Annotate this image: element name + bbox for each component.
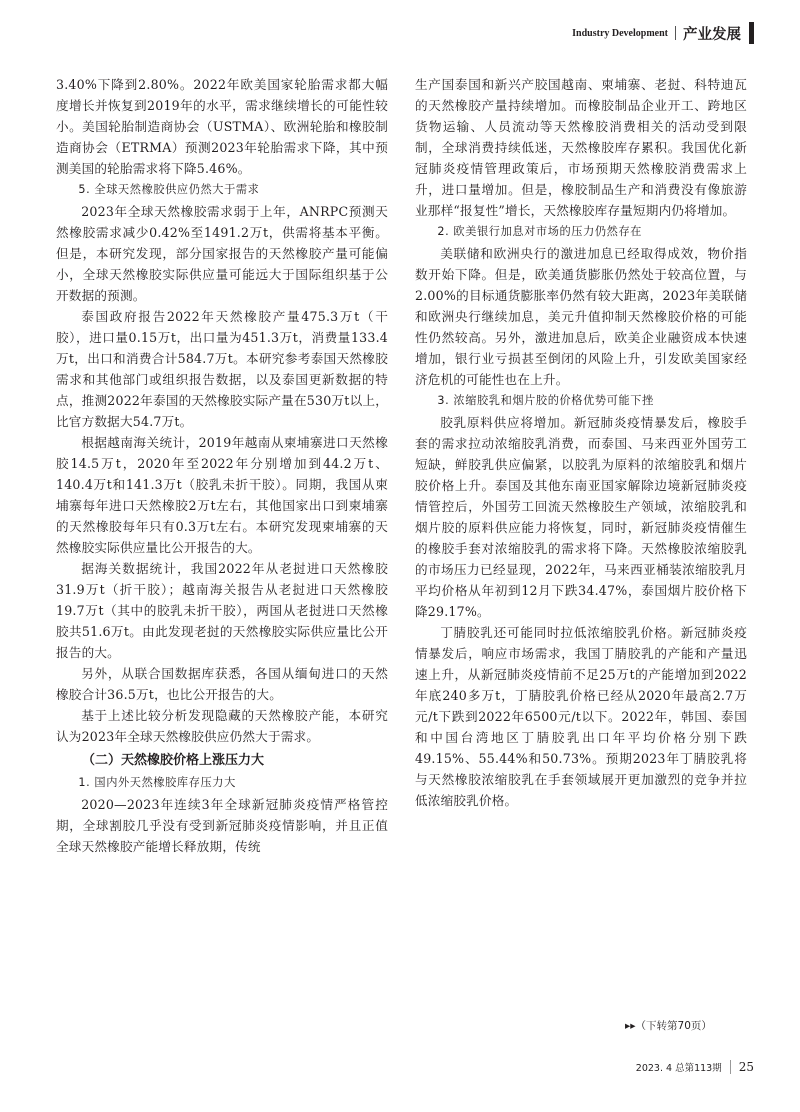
running-header [572, 22, 754, 44]
section-subheading: 5. 全球天然橡胶供应仍然大于需求 [78, 183, 260, 196]
paragraph: 基于上述比较分析发现隐藏的天然橡胶产能，本研究认为2023年全球天然橡胶供应仍然大于需求。 [56, 708, 388, 744]
section-subheading: 1. 国内外天然橡胶库存压力大 [78, 776, 236, 789]
paragraph: 丁腈胶乳还可能同时拉低浓缩胶乳价格。新冠肺炎疫情暴发后，响应市场需求，我国丁腈胶乳的产能和产量迅速上升，从新冠肺炎疫情前不足25万t的产能增加到2022年底240多万t，丁腈胶乳价格已经从2020年最高2.7万元/t下跌到2022年6500元/t以下。2022年，韩国、泰国和中国台湾地区丁腈胶乳出口年平均价格分别下跌49.15%、55.44%和50.73%。预期2023年丁腈胶乳将与天然橡胶浓缩胶乳在手套领域展开更加激烈的竞争并拉低浓缩胶乳价格。 [415, 625, 747, 808]
header-divider [675, 26, 676, 40]
paragraph: 胶乳原料供应将增加。新冠肺炎疫情暴发后，橡胶手套的需求拉动浓缩胶乳消费，而泰国、马来西亚外国劳工短缺，鲜胶乳供应偏紧，以胶乳为原料的浓缩胶乳和烟片胶价格上升。泰国及其他东南亚国家解除边境新冠肺炎疫情管控后，外国劳工回流天然橡胶生产领域，浓缩胶乳和烟片胶的原料供应能力将恢复，同时，新冠肺炎疫情催生的橡胶手套对浓缩胶乳的需求将下降。天然橡胶浓缩胶乳的市场压力已经显现，2022年，马来西亚桶装浓缩胶乳月平均价格从年初到12月下跌34.47%，泰国烟片胶价格下降29.17%。 [415, 415, 747, 619]
section-heading: （二）天然橡胶价格上涨压力大 [82, 753, 265, 768]
paragraph: 另外，从联合国数据库获悉，各国从缅甸进口的天然橡胶合计36.5万t，也比公开报告的大。 [56, 666, 388, 702]
paragraph: 2020—2023年连续3年全球新冠肺炎疫情严格管控期，全球割胶几乎没有受到新冠肺炎疫情影响，并且正值全球天然橡胶产能增长释放期，传统 [56, 797, 388, 854]
header-bar [749, 22, 754, 44]
paragraph: 泰国政府报告2022年天然橡胶产量475.3万t（干胶），进口量0.15万t，出口量为451.3万t，消费量133.4万t，出口和消费合计584.7万t。本研究参考泰国天然橡胶需求和其他部门或组织报告数据，以及泰国更新数据的特点，推测2022年泰国的天然橡胶实际产量在530万t以上，比官方数据大54.7万t。 [56, 309, 388, 429]
paragraph: 据海关数据统计，我国2022年从老挝进口天然橡胶31.9万t（折干胶）；越南海关报告从老挝进口天然橡胶19.7万t（其中的胶乳未折干胶），两国从老挝进口天然橡胶共51.6万t。由此发现老挝的天然橡胶实际供应量比公开报告的大。 [56, 561, 388, 660]
paragraph: 美联储和欧洲央行的激进加息已经取得成效，物价指数开始下降。但是，欧美通货膨胀仍然处于较高位置，与2.00%的目标通货膨胀率仍然有较大距离，2023年美联储和欧洲央行继续加息，美元升值抑制天然橡胶价格的可能性仍然较高。另外，激进加息后，欧美企业融资成本快速增加，银行业亏损甚至倒闭的风险上升，引发欧美国家经济危机的可能性也在上升。 [415, 246, 747, 387]
paragraph: 2023年全球天然橡胶需求弱于上年，ANRPC预测天然橡胶需求减少0.42%至1491.2万t，供需将基本平衡。但是，本研究发现，部分国家报告的天然橡胶产量可能偏小，全球天然橡胶实际供应量可能远大于国际组织基于公开数据的预测。 [56, 204, 388, 303]
section-subheading: 2. 欧美银行加息对市场的压力仍然存在 [437, 225, 643, 238]
section-subheading: 3. 浓缩胶乳和烟片胶的价格优势可能下挫 [437, 394, 654, 407]
issue-info: 2023. 4 总第113期 [635, 1063, 722, 1074]
left-column [56, 74, 388, 857]
header-chinese: 产业发展 [683, 26, 741, 43]
page-number: 25 [730, 1060, 754, 1074]
header-english: Industry Development [572, 27, 668, 39]
page-footer [636, 1060, 754, 1074]
continued-note: ▸▸（下转第70页） [625, 1020, 712, 1032]
paragraph: 根据越南海关统计，2019年越南从柬埔寨进口天然橡胶14.5万t，2020年至2022年分别增加到44.2万t、140.4万t和141.3万t（胶乳未折干胶）。同期，我国从柬埔寨每年进口天然橡胶2万t左右，其他国家出口到柬埔寨的天然橡胶每年只有0.3万t左右。本研究发现柬埔寨的天然橡胶实际供应量比公开报告的大。 [56, 435, 388, 555]
right-column [415, 74, 747, 811]
paragraph: 生产国泰国和新兴产胶国越南、柬埔寨、老挝、科特迪瓦的天然橡胶产量持续增加。而橡胶制品企业开工、跨地区货物运输、人员流动等天然橡胶消费相关的活动受到限制，全球消费持续低迷，天然橡胶库存累积。我国优化新冠肺炎疫情管理政策后，市场预期天然橡胶消费需求上升，进口量增加。但是，橡胶制品生产和消费没有像旅游业那样“报复性”增长，天然橡胶库存量短期内仍将增加。 [415, 77, 747, 218]
paragraph: 3.40%下降到2.80%。2022年欧美国家轮胎需求都大幅度增长并恢复到2019年的水平，需求继续增长的可能性较小。美国轮胎制造商协会（USTMA）、欧洲轮胎和橡胶制造商协会（ETRMA）预测2023年轮胎需求下降，其中预测美国的轮胎需求将下降5.46%。 [56, 77, 388, 176]
